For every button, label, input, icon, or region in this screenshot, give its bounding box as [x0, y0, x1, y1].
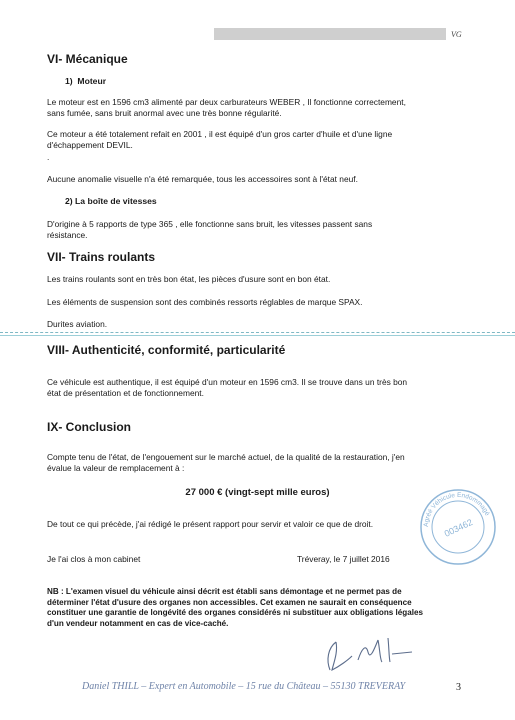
- conclusion-paragraph: [47, 452, 472, 474]
- stray-dot: .: [47, 152, 50, 162]
- nb-line-3: constituer une garantie de longévité des organes considérés ni substituer aux obligations légales: [47, 608, 424, 618]
- boite-line-2: résistance.: [47, 229, 88, 240]
- authenticite-line-1: Ce véhicule est authentique, il est équipé d'un moteur en 1596 cm3. Il se trouve dans un très bon: [47, 377, 408, 387]
- nb-line-2: déterminer l'état d'usure des organes non accessibles. Cet examen ne saurait en conséquence: [47, 597, 412, 607]
- trains-paragraph-1: Les trains roulants sont en très bon état, les pièces d'usure sont en bon état.: [47, 274, 331, 284]
- moteur-paragraph-1: [47, 97, 472, 119]
- boite-heading: 2) La boîte de vitesses: [65, 196, 157, 206]
- nb-line-1: NB : L'examen visuel du véhicule ainsi décrit est établi sans démontage et ne permet pas de: [47, 587, 402, 596]
- section-6-title: VI- Mécanique: [47, 52, 128, 66]
- nb-line-4: d'un vendeur notamment en cas de vice-caché.: [47, 619, 229, 629]
- authenticite-paragraph: [47, 377, 472, 399]
- moteur-heading: 1) Moteur: [65, 76, 107, 86]
- section-8-title: VIII- Authenticité, conformité, particularité: [47, 343, 286, 357]
- stamp-arc-text: Agréé Véhicule Endommagé: [422, 491, 491, 528]
- separator-solid: [0, 335, 515, 336]
- page-number: 3: [456, 682, 461, 693]
- header-initials: VG: [451, 30, 462, 39]
- redacted-header-bar: [214, 28, 446, 40]
- closing-date: Tréveray, le 7 juillet 2016: [297, 554, 390, 564]
- boite-line-1: D'origine à 5 rapports de type 365 , elle fonctionne sans bruit, les vitesses passent sans: [47, 219, 373, 229]
- section-7-title: VII- Trains roulants: [47, 250, 156, 264]
- section-9-title: IX- Conclusion: [47, 420, 131, 434]
- footer-address: Daniel THILL – Expert en Automobile – 15 rue du Château – 55130 TREVERAY: [82, 681, 406, 692]
- separator-dashed: [0, 332, 515, 333]
- expert-stamp: [418, 487, 498, 567]
- boite-paragraph: [47, 219, 472, 241]
- moteur-p1-line-1: Le moteur est en 1596 cm3 alimenté par deux carburateurs WEBER , Il fonctionne correctement,: [47, 97, 406, 107]
- moteur-p2-line-1: Ce moteur a été totalement refait en 2001 , il est équipé d'un gros carter d'huile et d'une ligne: [47, 129, 393, 139]
- moteur-p2-line-2: d'échappement DEVIL.: [47, 139, 133, 150]
- conclusion-paragraph-2: De tout ce qui précède, j'ai rédigé le présent rapport pour servir et valoir ce que de droit.: [47, 519, 374, 529]
- closing-location: Je l'ai clos à mon cabinet: [47, 554, 141, 564]
- moteur-paragraph-2: [47, 129, 472, 151]
- signature: [318, 630, 428, 676]
- moteur-p1-line-2: sans fumée, sans bruit anormal avec une très bonne régularité.: [47, 107, 282, 118]
- conclusion-line-1: Compte tenu de l'état, de l'engouement sur le marché actuel, de la qualité de la restauration, j'en: [47, 452, 405, 462]
- valuation-price: 27 000 € (vingt-sept mille euros): [185, 487, 330, 498]
- trains-paragraph-2: Les éléments de suspension sont des combinés ressorts réglables de marque SPAX.: [47, 297, 363, 307]
- authenticite-line-2: état de présentation et de fonctionnement.: [47, 387, 204, 398]
- moteur-paragraph-3: Aucune anomalie visuelle n'a été remarquée, tous les accessoires sont à l'état neuf.: [47, 174, 358, 184]
- stamp-number: 003462: [442, 517, 475, 539]
- nb-disclaimer: [47, 587, 472, 630]
- trains-paragraph-3: Durites aviation.: [47, 319, 108, 329]
- conclusion-line-2: évalue la valeur de remplacement à :: [47, 462, 185, 473]
